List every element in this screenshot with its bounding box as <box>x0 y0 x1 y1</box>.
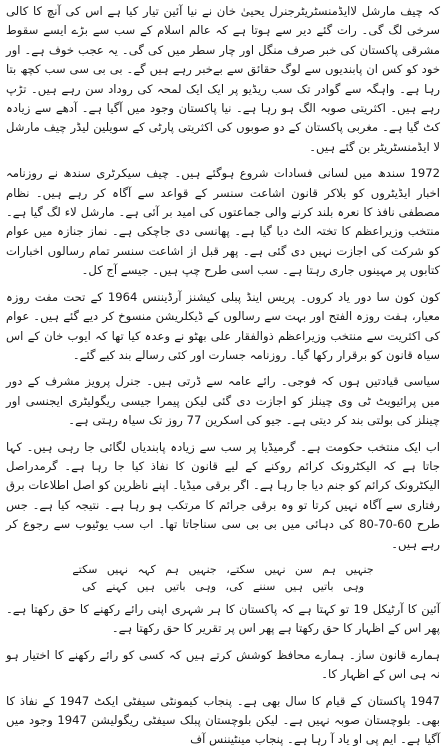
paragraph-2: 1972 سندھ میں لسانی فسادات شروع ہوگئے ہیں۔ چیف سیکرٹری سندھ نے روزنامہ اخبار ایڈیٹروں کو بلاکر قانون اشاعت سنسر کے قواعد سے آگاہ کر رہے ہیں۔ نظام مصطفی نافذ کا نعرہ بلند کرنے والی جماعتوں کی امید بر آئی ہے۔ مارشل لاء لگ گیا ہے۔ منتخب وزیراعظم کا تختہ الٹ دیا گیا ہے۔ پھانسی دی جاچکی ہے۔ نماز جنازہ میں عوام کو شرکت کی اجازت نہیں دی گئی ہے۔ پھر قبل از اشاعت سنسر تمام رسالوں اخبارات کتابوں پر مہینوں جاری رہتا ہے۔ سب اسی طرح چپ ہیں۔ جیسے آج کل۔ <box>6 166 440 278</box>
paragraph-6: آئین کا آرٹیکل 19 تو کہتا ہے کہ پاکستان کا ہر شہری اپنی رائے رکھنے کا حق رکھتا ہے۔ پھر اس کے اظہار کا حق رکھتا ہے پھر اس پر تقریر کا حق رکھتا ہے۔ <box>6 601 441 636</box>
poem-line-2: وہی باتیں ہیں سننے کی، وہی باتیں ہیں کہنے کی <box>81 580 365 594</box>
paragraph-5: اب ایک منتخب حکومت ہے۔ گرمیڈیا پر سب سے زیادہ پابندیاں لگائی جا رہی ہیں۔ کہا جاتا ہے کہ الیکٹرونک کرائم روکنے کے لیے قانون کا نفاذ کیا جا رہا ہے۔ گرمدراصل الیکٹرونک کرائم کو جنم دیا جا رہا ہے۔ اگر برقی میڈیا۔ اپنے ناظرین کو اصل اطلاعات برق رفتاری سے آگاہ نہیں کرتا تو وہ برقی جرائم کا مرتکب ہو رہا ہے۔ نتیجہ کیا ہے۔ جس طرح 60-70-80 کی دہائی میں بی بی سی سناجاتا تھا۔ اب سب یوٹیوب سے رجوع کر رہے ہیں۔ <box>6 439 440 551</box>
poem-line-1: جنہیں ہم سن نہیں سکتے، جنہیں ہم کہہ نہیں سکتے <box>72 562 374 576</box>
poem-couplet <box>6 561 440 596</box>
paragraph-7: ہمارے قانون ساز۔ ہمارے محافظ کوشش کرتے ہیں کہ کسی کو رائے رکھنے کا اختیار ہو نہ ہی اس کے اظہار کا۔ <box>6 647 440 682</box>
paragraph-8: 1947 پاکستان کے قیام کا سال بھی ہے۔ پنجاب کیمونٹی سیفٹی ایکٹ 1947 کے نفاذ کا بھی۔ بلوچستان صوبہ نہیں ہے۔ لیکن بلوچستان پبلک سیفٹی ریگولیشن 1947 وجود میں آگیا ہے۔ ایم پی او یاد آ رہا ہے۔ پنجاب مینٹیننس آف <box>6 693 440 747</box>
paragraph-3: کون کون سا دور یاد کروں۔ پریس اینڈ پبلی کیشنز آرڈیننس 1964 کے تحت مفت روزہ معیار، ہفت روزہ الفتح اور بہت سے رسالوں کے ڈیکلریشن منسوخ کر دیے گئے ہیں۔ عوام کی اکثریت سے منتخب وزیراعظم ذوالفقار علی بھٹو نے وعدہ کیا تھا کہ ایوب خان کے اس سیاہ قانون کو برقرار رکھا گیا۔ روزنامہ جسارت اور کئی رسالے بند کیے گئے۔ <box>6 289 440 362</box>
paragraph-1: کہ چیف مارشل لاایڈمنسٹریٹرجنرل یحییٰ خان نے نیا آئین تیار کیا ہے اس کی آنچ کا کالی سرخی لگ گی۔ رات گئے دیر سے ہوتا ہے کہ عالم اسلام کے سب سے بڑے ایسے سقوط مشرقی پاکستان کی خبر صرف منگل اور چار سطر میں کی گی۔ یہ عجب خوف ہے۔ اور خود کو کس ان پابندیوں سے لوگ حقائق سے بےخبر رہے ہیں گے۔ بی بی سی سب کچھ بتا رہا ہے۔ واہگہ سے گوادر تک سب ریڈیو پر ایک ایک لمحہ کی روداد سن رہے ہیں۔ تڑپ رہے ہیں۔ اکثریتی صوبہ الگ ہو رہا ہے۔ نیا پاکستان وجود میں آگیا ہے۔ آدھے سے زیادہ کٹ گیا ہے۔ مغربی پاکستان کے دو صوبوں کی اکثریتی پارٹی کے سویلین لیڈر چیف مارشل لا ایڈمنسٹریٹر بن گئے ہیں۔ <box>6 4 440 154</box>
paragraph-4: سیاسی قیادتیں ہوں کہ فوجی۔ رائے عامہ سے ڈرتی ہیں۔ جنرل پرویز مشرف کے دور میں پرائیویٹ ٹی وی چینلز کو اجازت دی گئی لیکن پیمرا جیسی ریگولیٹری ایجنسی اور چینلز کی بولتی بند کر دیتی ہے۔ جیو کی اسکرین 77 روز تک سیاہ رہتی ہے۔ <box>6 374 440 428</box>
